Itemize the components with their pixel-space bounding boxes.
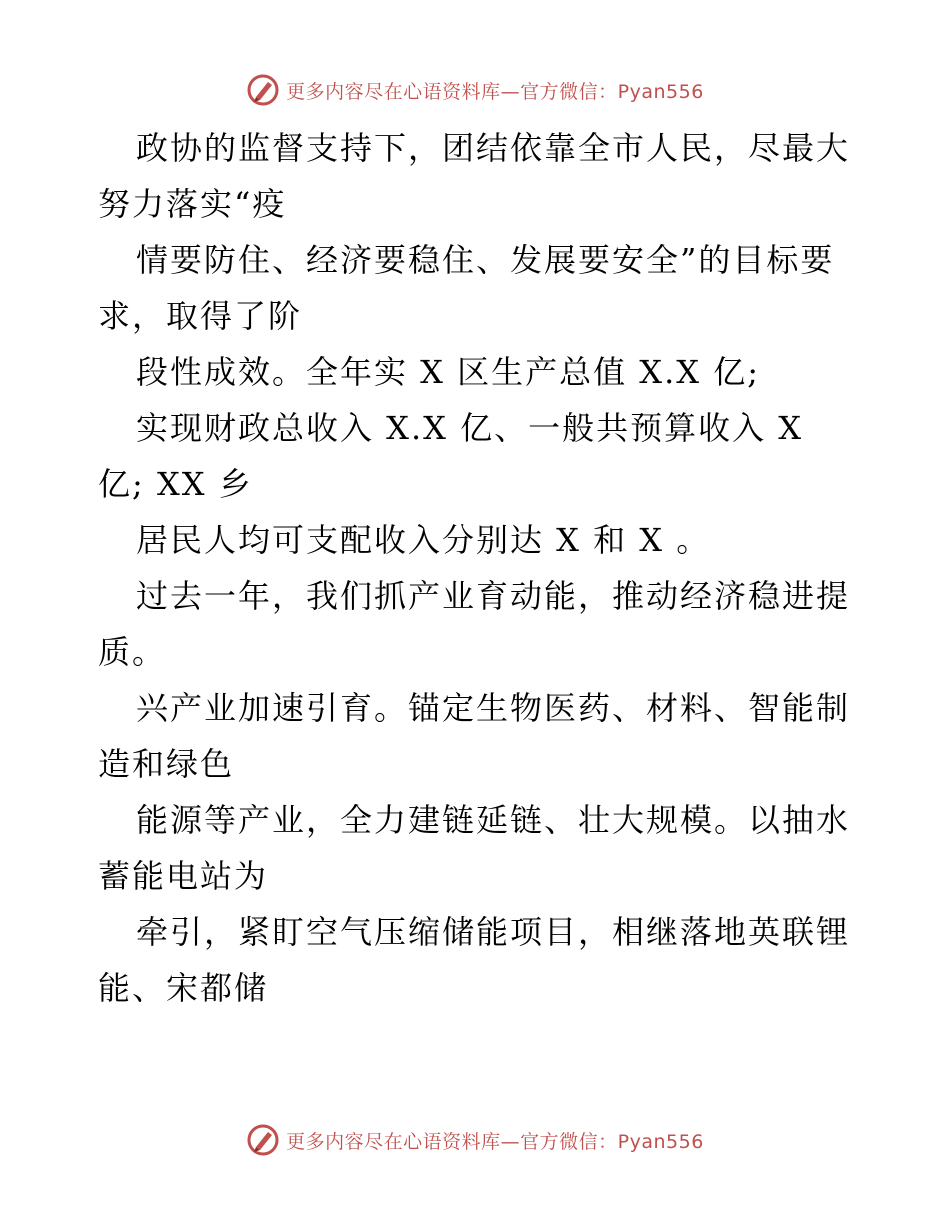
text-line: 亿; XX 乡: [98, 465, 253, 503]
text-line: 质。: [98, 633, 167, 671]
text-line: 牵引，紧盯空气压缩储能项目，相继落地英联锂: [136, 913, 851, 951]
footer-watermark: [0, 1120, 950, 1160]
pen-circle-logo-icon: [246, 1123, 280, 1157]
text-line: 情要防住、经济要稳住、发展要安全”的目标要: [136, 241, 835, 279]
text-line: 求，取得了阶: [98, 297, 303, 335]
text-line: 居民人均可支配收入分别达 X 和 X 。: [136, 521, 711, 559]
text-line: 能源等产业，全力建链延链、壮大规模。以抽水: [136, 801, 851, 839]
text-line: 政协的监督支持下，团结依靠全市人民，尽最大: [136, 129, 851, 167]
text-line: 过去一年，我们抓产业育动能，推动经济稳进提: [136, 577, 851, 615]
pen-circle-logo-icon: [246, 73, 280, 107]
text-line: 段性成效。全年实 X 区生产总值 X.X 亿;: [136, 353, 760, 391]
text-line: 蓄能电站为: [98, 857, 269, 895]
text-line: 努力落实“疫: [98, 185, 287, 223]
document-body: [98, 120, 858, 1016]
text-line: 实现财政总收入 X.X 亿、一般共预算收入 X: [136, 409, 804, 447]
text-line: 兴产业加速引育。锚定生物医药、材料、智能制: [136, 689, 851, 727]
text-line: 造和绿色: [98, 745, 235, 783]
watermark-text: 更多内容尽在心语资料库—官方微信：Pyan556: [286, 80, 704, 103]
header-watermark: [0, 70, 950, 110]
watermark-text: 更多内容尽在心语资料库—官方微信：Pyan556: [286, 1130, 704, 1153]
text-line: 能、宋都储: [98, 969, 269, 1007]
